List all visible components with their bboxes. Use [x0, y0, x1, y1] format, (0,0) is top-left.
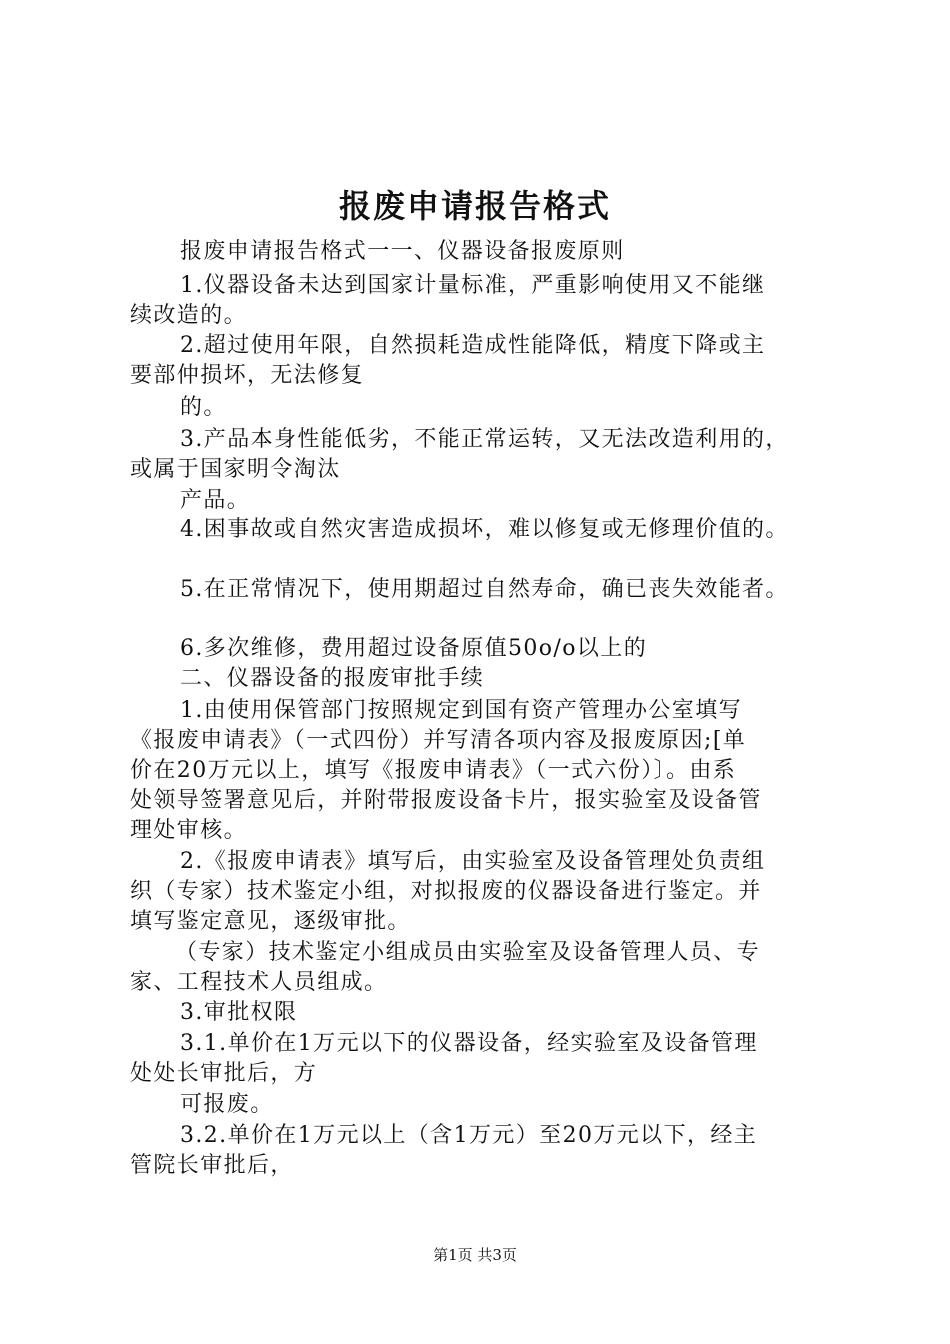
body-line: 理处审核。 — [130, 818, 248, 843]
body-line: 管院长审批后， — [130, 1153, 294, 1178]
body-line: 可报废。 — [180, 1092, 274, 1117]
body-line: 产品。 — [180, 488, 251, 513]
body-line: 3.2.单价在1万元以上（含1万元）至20万元以下，经主 — [180, 1123, 758, 1148]
body-line: 价在20万元以上，填写《报废申请表》（一式六份）〕。由系 — [130, 758, 737, 783]
body-line: 处领导签署意见后，并附带报废设备卡片，报实验室及设备管 — [130, 788, 762, 813]
body-line: （专家）技术鉴定小组成员由实验室及设备管理人员、专 — [175, 940, 761, 965]
document-title: 报废申请报告格式 — [338, 187, 611, 225]
body-line: 要部仲损坏，无法修复 — [130, 363, 365, 388]
body-line: 2.超过使用年限，自然损耗造成性能降低，精度下降或主 — [180, 333, 766, 358]
body-line: 6.多次维修，费用超过设备原值50o/o以上的 — [180, 636, 648, 661]
body-line: 3.审批权限 — [180, 1000, 298, 1025]
body-line: 报废申请报告格式一一、仪器设备报废原则 — [180, 239, 625, 264]
body-line: 3.产品本身性能低劣，不能正常运转，又无法改造利用的， — [180, 427, 789, 452]
body-line: 《报废申请表》（一式四份）并写清各项内容及报废原因;[单 — [130, 728, 747, 753]
body-line: 或属于国家明令淘汰 — [130, 457, 341, 482]
body-line: 1.由使用保管部门按照规定到国有资产管理办公室填写 — [180, 698, 742, 723]
body-line: 3.1.单价在1万元以下的仪器设备，经实验室及设备管理 — [180, 1031, 758, 1056]
body-line: 家、工程技术人员组成。 — [130, 970, 388, 995]
body-line: 4.困事故或自然灾害造成损坏，难以修复或无修理价值的。 — [180, 517, 789, 542]
body-line: 二、仪器设备的报废审批手续 — [180, 666, 485, 691]
body-line: 2.《报废申请表》填写后，由实验室及设备管理处负责组 — [180, 849, 766, 874]
body-line: 5.在正常情况下，使用期超过自然寿命，确已丧失效能者。 — [180, 577, 789, 602]
body-line: 续改造的。 — [130, 303, 248, 328]
body-line: 填写鉴定意见，逐级审批。 — [130, 909, 411, 934]
body-line: 的。 — [180, 395, 227, 420]
page-footer: 第1页 共3页 — [433, 1246, 517, 1264]
body-line: 1.仪器设备未达到国家计量标准，严重影响使用又不能继 — [180, 273, 766, 298]
body-line: 织（专家）技术鉴定小组，对拟报废的仪器设备进行鉴定。并 — [130, 879, 762, 904]
body-line: 处处长审批后，方 — [130, 1061, 318, 1086]
